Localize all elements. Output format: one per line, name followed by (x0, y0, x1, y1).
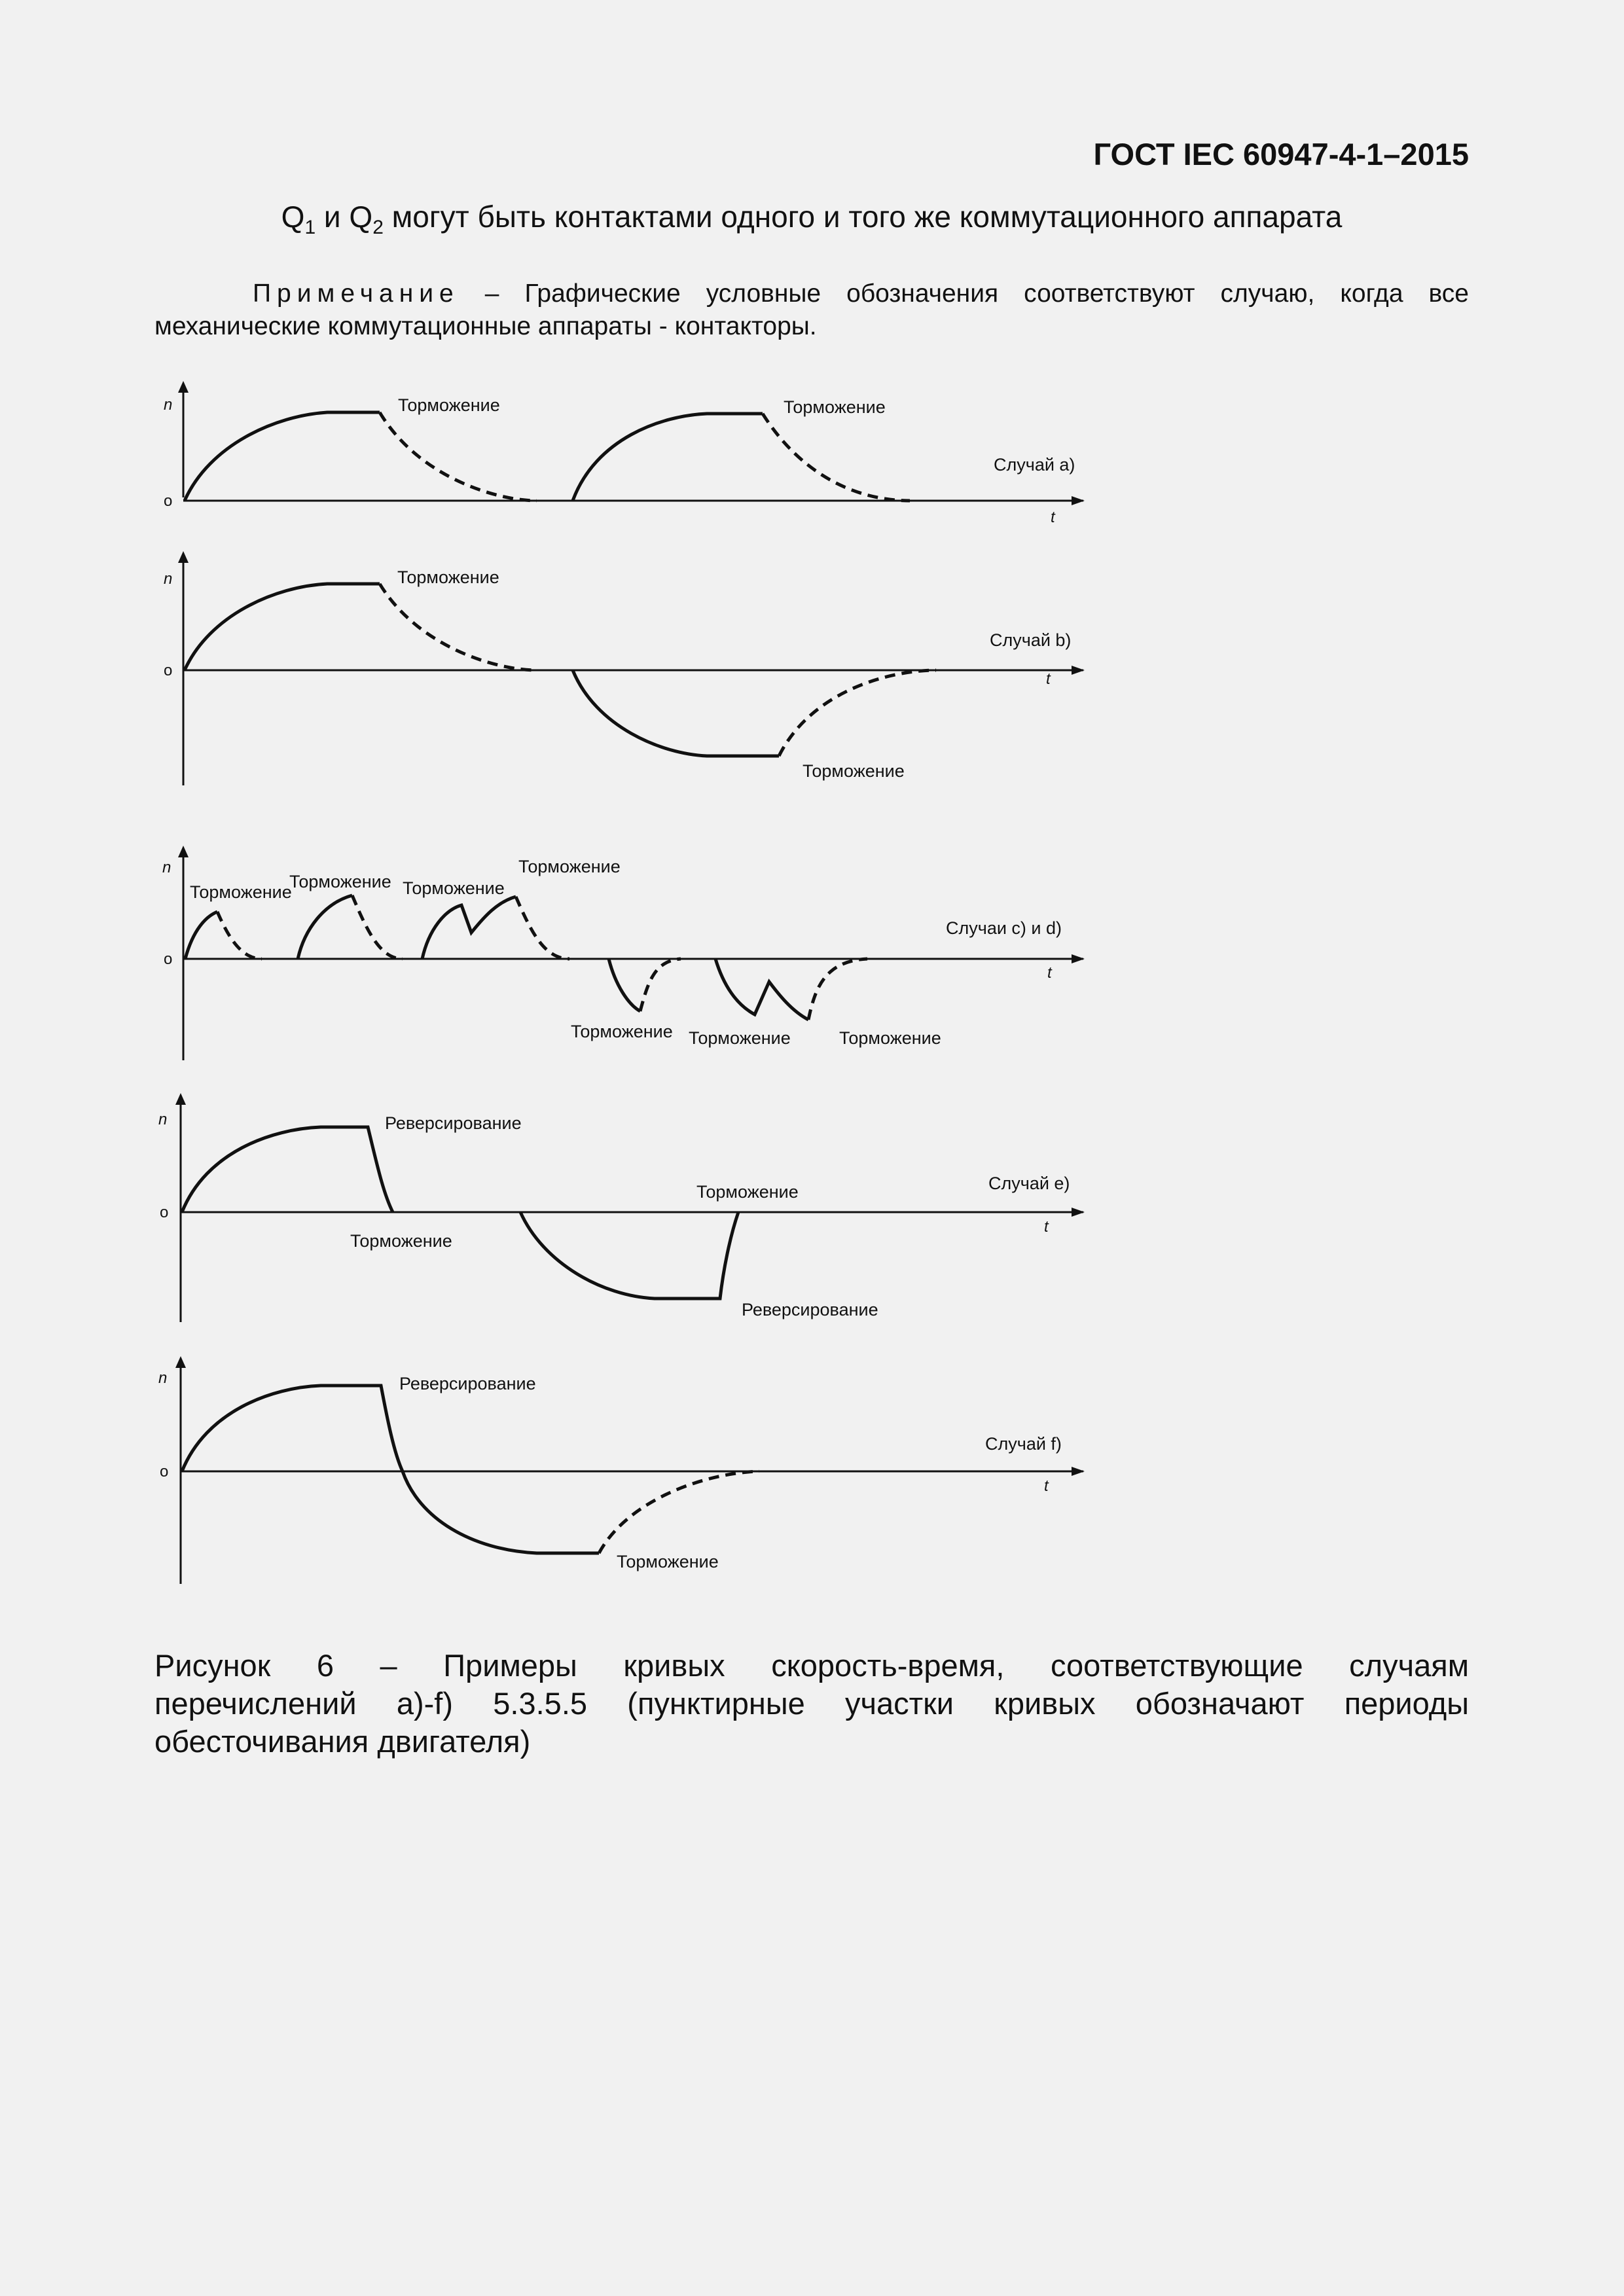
acceleration-curve (422, 897, 516, 959)
acceleration-reversing-curve (182, 1386, 599, 1553)
braking-label: Торможение (398, 395, 500, 415)
braking-curve (516, 897, 569, 959)
t-axis-label: t (1051, 509, 1055, 526)
reverse-acceleration-curve (715, 959, 808, 1020)
braking-curve (352, 895, 403, 959)
speed-time-figure (131, 367, 1113, 1597)
braking-label: Торможение (190, 882, 292, 902)
braking-curve (808, 959, 867, 1020)
q1-symbol: $Q_1$ (281, 200, 316, 239)
braking-label: Торможение (617, 1552, 719, 1571)
braking-curve (763, 414, 910, 501)
caption-line-3: обесточивания двигателя) (154, 1724, 531, 1759)
braking-label: Торможение (689, 1028, 791, 1048)
note-line-2: механические коммутационные аппараты - контакторы. (154, 312, 817, 340)
reversing-label: Реверсирование (742, 1300, 878, 1319)
acceleration-curve (573, 414, 763, 501)
acceleration-curve (298, 895, 352, 959)
braking-curve (779, 670, 936, 756)
diagram-case-f (158, 1356, 1083, 1584)
case-label: Случаи c) и d) (946, 918, 1062, 938)
acceleration-curve (185, 584, 380, 670)
braking-label: Торможение (784, 397, 886, 417)
braking-label: Торможение (518, 857, 621, 876)
case-label: Случай f) (985, 1434, 1062, 1454)
q2-symbol: $Q_2$ (349, 200, 384, 239)
note-label: Примечание (253, 279, 460, 308)
acceleration-curve (185, 912, 217, 959)
reverse-acceleration-curve (609, 959, 640, 1011)
t-axis-label: t (1044, 1477, 1049, 1495)
document-standard-number: ГОСТ IEC 60947-4-1–2015 (1093, 137, 1469, 171)
n-axis-label: n (158, 1111, 168, 1128)
origin-label: o (164, 492, 173, 510)
origin-label: o (160, 1204, 169, 1221)
braking-label: Торможение (803, 761, 905, 781)
braking-label: Торможение (839, 1028, 941, 1048)
case-label: Случай a) (994, 455, 1075, 475)
braking-label: Торможение (403, 878, 505, 898)
caption-line-1: Рисунок 6 – Примеры кривых скорость-время, соответствующие случаям (154, 1648, 1469, 1683)
n-axis-label: n (162, 859, 171, 876)
note-paragraph (154, 278, 1469, 343)
acceleration-reversing-curve (182, 1127, 393, 1212)
reversing-label: Реверсирование (399, 1374, 536, 1393)
reverse-acceleration-curve (573, 670, 779, 756)
figure-caption (154, 1647, 1469, 1761)
case-label: Случай e) (988, 1174, 1070, 1193)
diagram-case-b (164, 551, 1083, 785)
braking-curve (380, 412, 537, 501)
braking-curve (599, 1471, 759, 1553)
case-label: Случай b) (990, 630, 1072, 650)
braking-label: Торможение (397, 567, 499, 587)
origin-label: o (164, 662, 173, 679)
reversing-label: Реверсирование (385, 1113, 522, 1133)
n-axis-label: n (158, 1369, 168, 1387)
braking-label: Торможение (289, 872, 391, 891)
t-axis-label: t (1044, 1218, 1049, 1236)
origin-label: o (164, 950, 173, 968)
n-axis-label: n (164, 396, 173, 414)
diagram-case-e (158, 1093, 1083, 1322)
braking-label: Торможение (696, 1182, 799, 1202)
diagram-case-c-d (162, 846, 1083, 1060)
reverse-curve (520, 1212, 738, 1299)
t-axis-label: t (1047, 964, 1052, 982)
n-axis-label: n (164, 570, 173, 588)
contacts-statement: $Q_1$ и $Q_2$ могут быть контактами одного и того же коммутационного аппарата (281, 200, 1343, 239)
braking-curve (640, 959, 681, 1011)
note-line-1: Примечание – Графические условные обозначения соответствуют случаю, когда все (253, 279, 1469, 308)
braking-label: Торможение (571, 1022, 673, 1041)
origin-label: o (160, 1463, 169, 1480)
braking-curve (380, 584, 537, 670)
acceleration-curve (185, 412, 380, 501)
t-axis-label: t (1046, 670, 1051, 688)
braking-label: Торможение (350, 1231, 452, 1251)
braking-curve (217, 912, 262, 959)
diagram-case-a (164, 381, 1083, 526)
caption-line-2: перечислений а)-f) 5.3.5.5 (пунктирные участки кривых обозначают периоды (154, 1686, 1469, 1721)
